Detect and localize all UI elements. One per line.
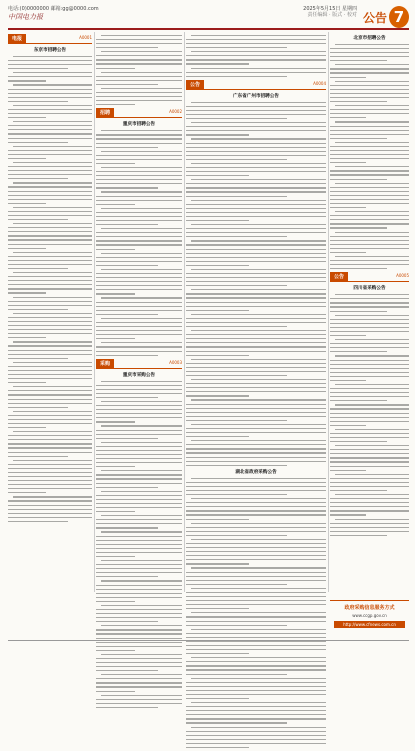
section-header <box>186 80 326 90</box>
column-divider <box>94 32 95 592</box>
issue-date: 2025年5月15日 星期四 <box>303 6 357 12</box>
notice-body <box>96 130 182 355</box>
notice-body <box>330 44 409 269</box>
notice-heading: 东京市招聘公告 <box>33 48 67 53</box>
page-section-word: 公告 <box>362 10 387 25</box>
page-badge <box>363 4 409 30</box>
bottom-rule <box>8 640 409 641</box>
section-header <box>96 108 182 118</box>
advert-title: 政府采购信息服务方式 <box>344 605 395 611</box>
notice-heading: 重庆市采购公告 <box>122 372 156 378</box>
section-header <box>8 34 92 44</box>
notice-body <box>96 381 182 708</box>
notice-body <box>8 56 92 522</box>
section-code: A0005 <box>396 273 409 279</box>
advert-url[interactable]: www.ccgp.gov.cn <box>352 613 387 618</box>
section-name: 公告 <box>186 80 204 89</box>
column-1 <box>8 32 92 525</box>
section-name: 公告 <box>330 272 348 281</box>
notice-heading: 广东省广州市招聘公告 <box>233 93 279 99</box>
notice-body <box>186 102 326 466</box>
section-code: A0002 <box>169 109 182 115</box>
notice-body <box>186 478 326 748</box>
section-header <box>330 272 409 282</box>
column-2 <box>96 32 182 711</box>
notice-heading: 北京市招聘公告 <box>353 36 386 41</box>
section-header <box>96 359 182 369</box>
notice-body <box>330 294 409 536</box>
notice-heading: 重庆市招聘公告 <box>122 122 156 128</box>
contact-info: 电话:(0)0000000 邮箱:gg@0000.com <box>8 6 99 12</box>
notice-body <box>186 35 326 77</box>
column-4 <box>330 32 409 539</box>
section-name: 采购 <box>96 359 114 368</box>
page-number: 7 <box>389 6 409 28</box>
notice-heading: 湖北省政府采购公告 <box>235 469 277 475</box>
footer-advert <box>330 600 409 637</box>
column-3 <box>186 32 326 751</box>
notice-body <box>96 35 182 105</box>
header-rule <box>8 28 409 30</box>
section-code: A0003 <box>169 359 182 365</box>
editor-line: 责任编辑 · 版式 · 校对 <box>307 12 357 18</box>
top-bar <box>8 3 409 17</box>
section-code: A0001 <box>79 35 92 40</box>
section-name: 电报 <box>8 34 26 43</box>
notice-heading: 四川省采购公告 <box>353 286 386 292</box>
section-code: A0004 <box>313 80 326 86</box>
section-name: 招聘 <box>96 108 114 117</box>
column-divider <box>184 32 185 592</box>
masthead: 中国电力报 <box>8 13 43 21</box>
column-divider <box>328 32 329 592</box>
advert-bar[interactable]: http://www.cfnews.com.cn <box>334 621 405 628</box>
